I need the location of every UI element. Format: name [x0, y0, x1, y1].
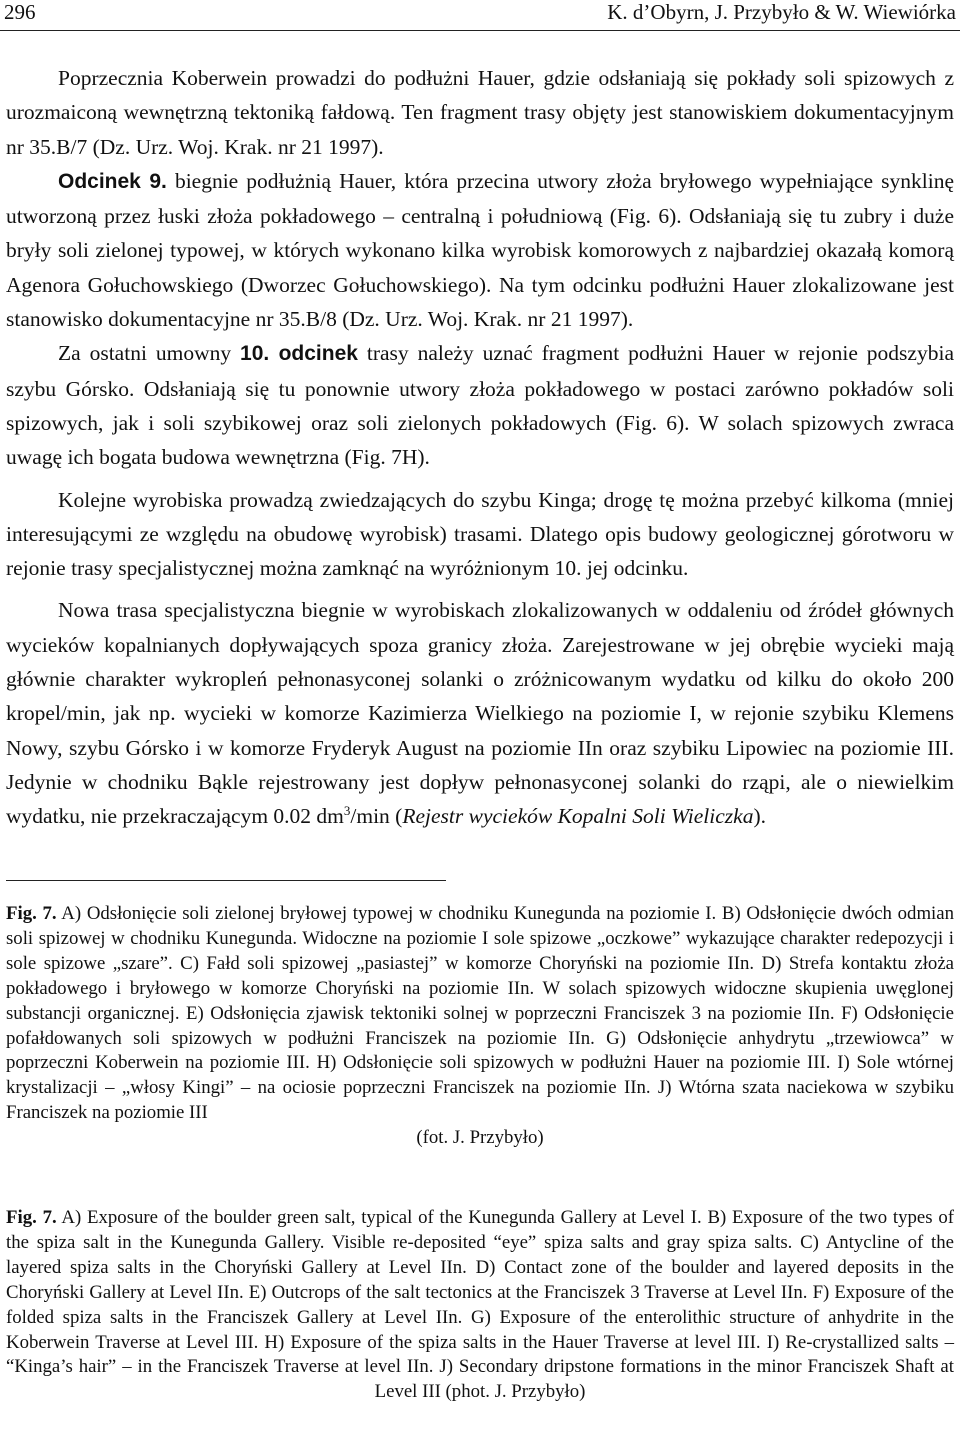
paragraph-3-lead: Za ostatni umowny: [58, 341, 241, 366]
caption-polish-label: Fig. 7.: [6, 903, 57, 924]
header-rule: [0, 30, 960, 31]
figure-caption-polish: [6, 902, 954, 1151]
section-heading-9: Odcinek 9.: [58, 169, 167, 193]
section-heading-10: odcinek: [269, 342, 358, 366]
paragraph-3-text: trasy należy uznać fragment podłużni Hauer w rejonie podszybia szybu Górsko. Odsłaniają się tu ponownie utwory złoża pokładowego w postaci zarówno pokładów soli spizowych, jak i soli szybikowej oraz soli zielonych pokładowych (Fig. 6). W solach spizowych zwraca uwagę ich bogata budowa wewnętrzna (Fig. 7H).: [6, 341, 954, 470]
paragraph-2-text: biegnie podłużnią Hauer, która przecina utwory złoża bryłowego wypełniające synklinę utworzoną przez łuski złoża pokładowego – centralną i południową (Fig. 6). Odsłaniają się tu zubry i duże bryły soli zielonej typowej, w których wykonano kilka wyrobisk komorowych z najbardziej okazałą komorą Agenora Gołuchowskiego (Dworzec Gołuchowskiego). Na tym odcinku podłużni Hauer zlokalizowane jest stanowisko dokumentacyjne nr 35.B/8 (Dz. Urz. Woj. Krak. nr 21 1997).: [6, 168, 954, 332]
paragraph-1: [6, 61, 954, 164]
unit-exponent: 3: [343, 803, 351, 819]
body-text: [6, 61, 954, 834]
paragraph-3: [6, 336, 954, 474]
paragraph-1-text: Poprzecznia Koberwein prowadzi do podłużni Hauer, gdzie odsłaniają się pokłady soli spizowych z urozmaiconą wewnętrzną tektoniką fałdową. Ten fragment trasy objęty jest stanowiskiem dokumentacyjnym nr 35.B/7 (Dz. Urz. Woj. Krak. nr 21 1997).: [6, 66, 954, 159]
paragraph-5: [6, 593, 954, 833]
paragraph-2: [6, 164, 954, 336]
citation-italic: Rejestr wycieków Kopalni Soli Wieliczka: [402, 804, 754, 829]
caption-english-label: Fig. 7.: [6, 1207, 57, 1228]
figure-caption-english: [6, 1206, 954, 1405]
caption-english-body: [6, 1206, 954, 1405]
caption-polish-credit: (fot. J. Przybyło): [416, 1127, 544, 1149]
caption-polish-text: A) Odsłonięcie soli zielonej bryłowej typowej w chodniku Kunegunda na poziomie I. B) Odsłonięcie dwóch odmian soli spizowej w chodniku Kunegunda. Widoczne na poziomie I sole spizowe „oczkowe” wykazujące charakter redepozycji i sole spizowe „szare”. C) Fałd soli spizowej „pasiastej” w komorze Choryński na poziomie IIn. D) Strefa kontaktu złoża pokładowego i bryłowego w komorze Choryński na poziomie IIn. W solach spizowych widoczne skupienia uwęglonej substancji organicznej. E) Odsłonięcia zjawisk tektoniki solnej w poprzeczni Franciszek 3 na poziomie IIn. F) Odsłonięcie pofałdowanych soli spizowych w podłużni Franciszek na poziomie IIn. G) Odsłonięcie anhydrytu „trzewiowca” w poprzeczni Koberwein na poziomie III. H) Odsłonięcie soli spizowych w podłużni Hauer na poziomie III. I) Sole wtórnej krystalizacji – „włosy Kingi” – na ociosie poprzeczni Franciszek na poziomie IIn. J) Wtórna szata naciekowa w szybiku Franciszek na poziomie III: [6, 903, 954, 1124]
caption-separator: [6, 880, 446, 881]
page-number: 296: [4, 0, 36, 24]
running-header: [4, 0, 956, 28]
paragraph-5-text: Nowa trasa specjalistyczna biegnie w wyrobiskach zlokalizowanych w oddaleniu od źródeł głównych wycieków kopalnianych dopływających spoza granicy złoża. Zarejestrowane w jej obrębie wycieki mają głównie charakter wykropleń pełnonasyconej solanki o zróżnicowanym wydatku od kilku do około 200 kropel/min, jak np. wycieki w komorze Kazimierza Wielkiego na poziomie I, w rejonie szybiku Klemens Nowy, szybu Górsko i w komorze Fryderyk August na poziomie IIn oraz szybiku Lipowiec na poziomie III. Jedynie w chodniku Bąkle rejestrowany jest dopływ pełnonasyconej solanki do rząpi, ale o niewielkim wydatku, nie przekraczającym 0.02 dm: [6, 598, 954, 829]
running-title: K. d’Obyrn, J. Przybyło & W. Wiewiórka: [607, 0, 956, 24]
paragraph-4: [6, 483, 954, 586]
paragraph-5-unit: /min (: [350, 804, 403, 829]
caption-english-text: A) Exposure of the boulder green salt, typical of the Kunegunda Gallery at Level I. B) Exposure of the two types of the spiza salt in the Kunegunda Gallery. Visible re-deposited “eye” spiza salts and gray spiza salts. C) Antycline of the layered spiza salts in the Choryński Gallery at Level IIn. D) Contact zone of the boulder and layered deposits in the Choryński Gallery at Level IIn. E) Outcrops of the salt tectonics at the Franciszek 3 Traverse at Level IIn. F) Exposure of the folded spiza salts in the Franciszek Gallery at Level IIn. G) Exposure of the enterolithic structure of anhydrite in the Koberwein Traverse at Level III. H) Exposure of the spiza salts in the Hauer Traverse at level III. I) Re-crystallized salts – “Kinga’s hair” – in the Franciszek Traverse at level IIn. J) Secondary dripstone formations in the minor Franciszek Shaft at Level III (phot. J. Przybyło): [6, 1207, 954, 1403]
section-number-10: 10.: [240, 342, 270, 366]
paragraph-4-text: Kolejne wyrobiska prowadzą zwiedzających do szybu Kinga; drogę tę można przebyć kilkoma (mniej interesującymi ze względu na obudowę wyrobisk) trasami. Dlatego opis budowy geologicznej górotworu w rejonie trasy specjalistycznej można zamknąć na wyróżnionym 10. jej odcinku.: [6, 487, 954, 581]
caption-polish-body: [6, 902, 954, 1126]
paragraph-5-end: ).: [753, 804, 767, 829]
